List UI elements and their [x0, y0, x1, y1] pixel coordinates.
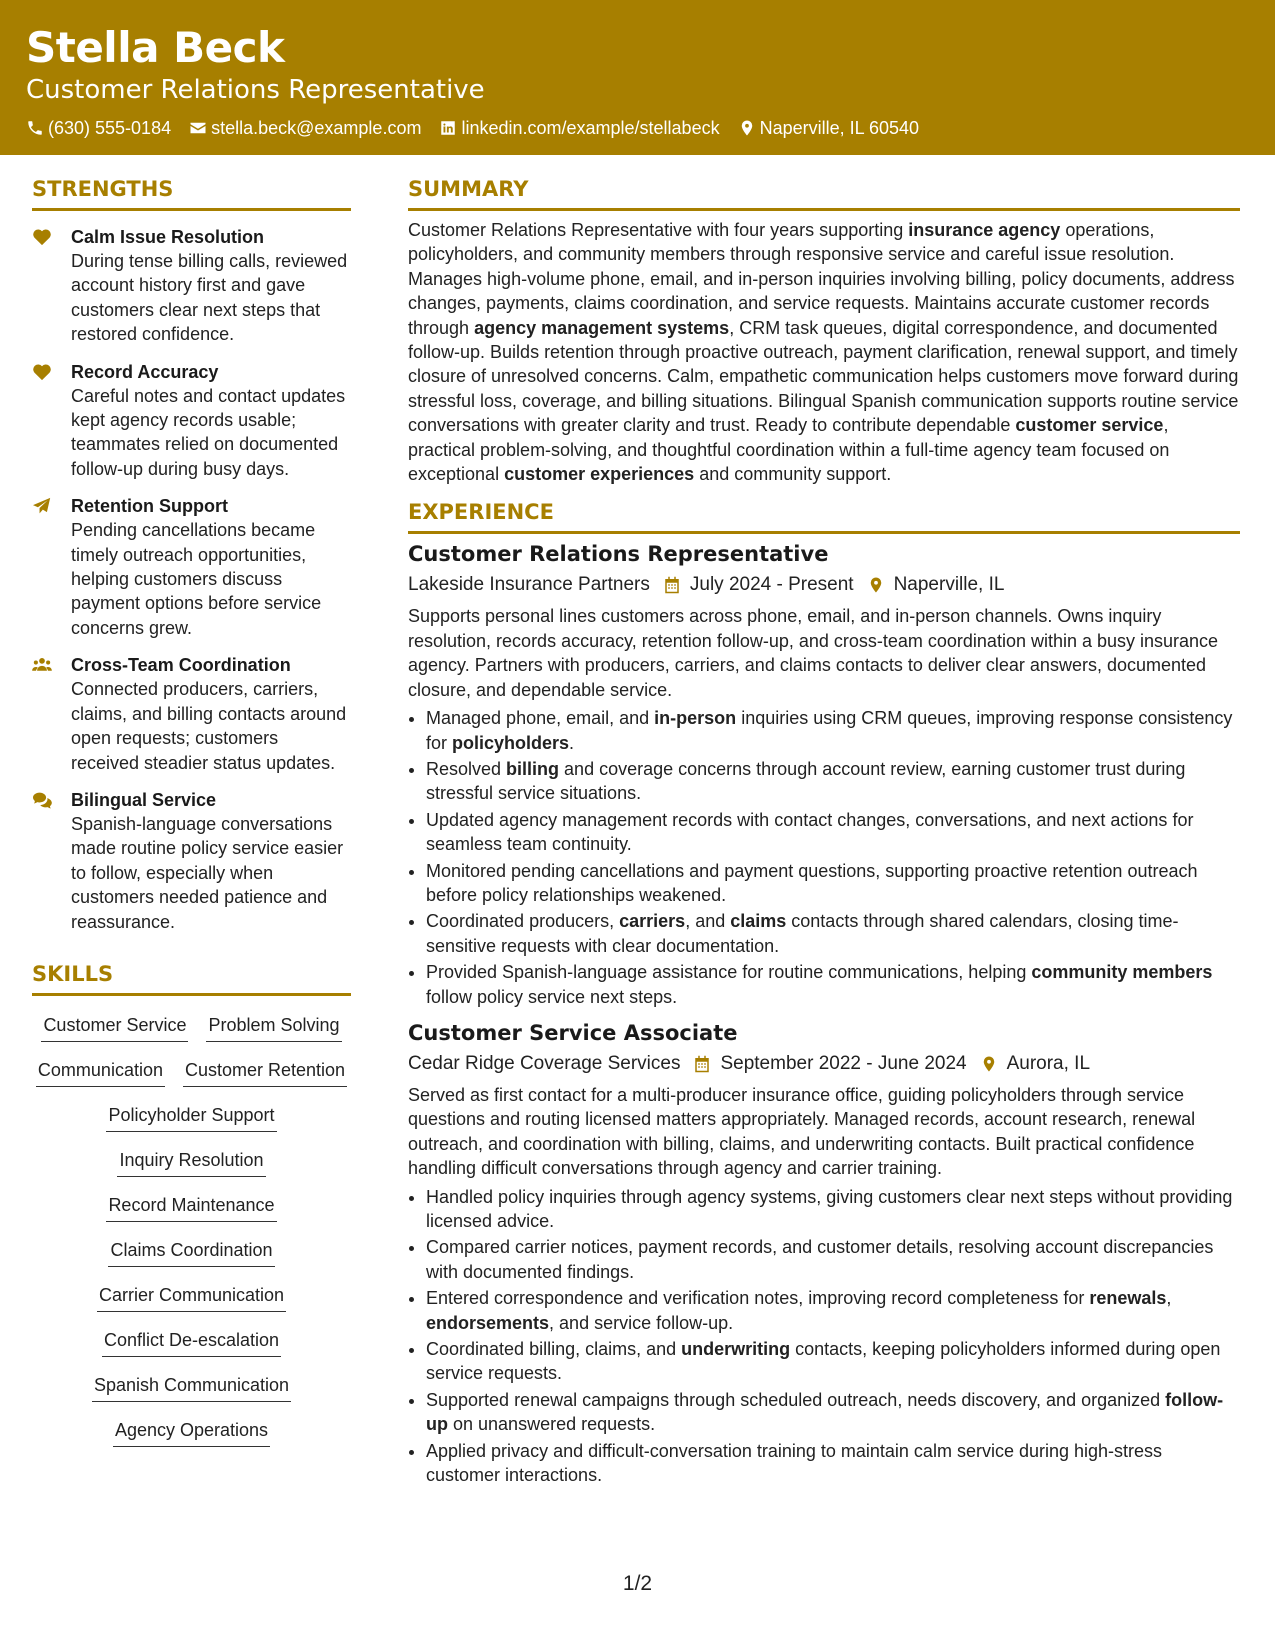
strength-description: Connected producers, carriers, claims, and billing contacts around open requests; customers received steadier status updates. [71, 679, 347, 773]
strength-description: Spanish-language conversations made routine policy service easier to follow, especially when customers needed patience and reassurance. [71, 813, 344, 932]
job-location: Aurora, IL [1006, 1052, 1091, 1074]
job-company: Cedar Ridge Coverage Services [408, 1052, 681, 1074]
skill-tag: Agency Operations [113, 1416, 270, 1447]
job-bullet [426, 1439, 1240, 1488]
bold-keyword: customer service [1015, 415, 1164, 436]
text-segment: Coordinated billing, claims, and [426, 1339, 682, 1360]
skill-tag: Customer Retention [183, 1056, 347, 1087]
bold-keyword: in-person [654, 708, 737, 729]
map-pin-icon [867, 575, 885, 595]
strength-description: Careful notes and contact updates kept agency records usable; teammates relied on documented follow-up during busy days. [71, 385, 346, 479]
bold-keyword: agency management systems [474, 317, 730, 338]
skill-tag: Communication [36, 1056, 165, 1087]
strength-item [32, 788, 351, 934]
strength-title: Cross-Team Coordination [71, 655, 291, 676]
calendar-icon [663, 575, 681, 595]
summary-paragraph [408, 218, 1240, 486]
text-segment: , CRM task queues, digital correspondence, and documented follow-up. Builds retention through proactive outreach, payment clarification, renewal support, and timely closure of unresolved concerns. Calm, empathetic communication helps customers move forward during stressful loss, coverage, and billing situations. Bilingual Spanish communication supports routine service conversations with greater clarity and trust. Ready to contribute dependable [408, 317, 1239, 436]
skill-tag: Carrier Communication [97, 1281, 286, 1312]
bold-keyword: community members [1031, 962, 1213, 983]
text-segment: Monitored pending cancellations and payment questions, supporting proactive retention outreach before policy relationships weakened. [426, 860, 1198, 905]
page-number: 1/2 [622, 1572, 653, 1595]
job-bullet [426, 808, 1240, 857]
skill-tag: Policyholder Support [106, 1101, 276, 1132]
text-segment: Handled policy inquiries through agency systems, giving customers clear next steps without providing licensed advice. [426, 1186, 1233, 1231]
text-segment: contacts through shared calendars, closing time-sensitive requests with clear documentation. [426, 911, 1179, 956]
skill-tag: Conflict De-escalation [102, 1326, 281, 1357]
job-bullets [408, 1185, 1240, 1488]
job-meta [408, 1051, 1240, 1077]
strength-item [32, 494, 351, 640]
users-icon [32, 656, 52, 674]
email-text: stella.beck@example.com [211, 118, 422, 138]
paper-plane-icon [32, 497, 52, 515]
map-pin-icon [738, 119, 756, 137]
experience-heading: EXPERIENCE [408, 498, 1240, 534]
text-segment: . [569, 732, 575, 753]
skills-heading: SKILLS [32, 960, 351, 996]
strength-title: Bilingual Service [71, 789, 217, 810]
candidate-name: Stella Beck [26, 23, 285, 72]
phone-text: (630) 555-0184 [48, 118, 172, 138]
bold-keyword: policyholders [452, 732, 570, 753]
envelope-icon [189, 119, 207, 137]
strength-description: During tense billing calls, reviewed account history first and gave customers clear next steps that restored confidence. [71, 251, 348, 345]
job-title: Customer Service Associate [408, 1020, 738, 1045]
bold-keyword: insurance agency [908, 220, 1061, 240]
job-bullet [426, 960, 1240, 1009]
left-column [32, 175, 351, 1447]
skill-tag: Spanish Communication [92, 1371, 291, 1402]
text-segment: Supported renewal campaigns through scheduled outreach, needs discovery, and organized [426, 1389, 1166, 1410]
contact-linkedin[interactable] [439, 116, 719, 140]
text-segment: Provided Spanish-language assistance for routine communications, helping [426, 962, 1032, 983]
bold-keyword: billing [506, 758, 560, 779]
skill-tag: Inquiry Resolution [117, 1146, 265, 1177]
text-segment: , practical problem-solving, and thoughtful coordination within a full-time agency team focused on exceptional [408, 415, 1170, 485]
job-bullet [426, 909, 1240, 958]
job-company: Lakeside Insurance Partners [408, 574, 650, 596]
text-segment: Resolved [426, 758, 507, 779]
strength-item [32, 653, 351, 775]
linkedin-text: linkedin.com/example/stellabeck [461, 118, 720, 138]
job-entry [408, 1019, 1240, 1488]
resume-header [0, 0, 1275, 155]
job-bullet [426, 1286, 1240, 1335]
heart-icon [32, 363, 52, 381]
job-bullets [408, 706, 1240, 1009]
text-segment: Coordinated producers, [426, 911, 620, 932]
job-title: Customer Relations Representative [408, 542, 829, 567]
text-segment: Entered correspondence and verification notes, improving record completeness for [426, 1288, 1090, 1309]
bold-keyword: renewals [1089, 1288, 1167, 1309]
text-segment: and community support. [694, 464, 892, 485]
bold-keyword: underwriting [681, 1339, 791, 1360]
job-bullet [426, 1235, 1240, 1284]
job-description: Supports personal lines customers across phone, email, and in-person channels. Owns inquiry resolution, records accuracy, retention follow-up, and cross-team coordination within a busy insurance agency. Partners with producers, carriers, and claims contacts to deliver clear answers, documented closure, and dependable service. [408, 606, 1219, 700]
text-segment: inquiries using CRM queues, improving response consistency for [426, 708, 1233, 753]
text-segment: , and service follow-up. [549, 1312, 734, 1333]
strength-item [32, 360, 351, 482]
skill-tag: Problem Solving [206, 1011, 341, 1042]
text-segment: Applied privacy and difficult-conversation training to maintain calm service during high-stress customer interactions. [426, 1440, 1163, 1486]
job-bullet [426, 706, 1240, 755]
contact-location [738, 116, 919, 140]
job-bullet [426, 859, 1240, 908]
candidate-title: Customer Relations Representative [26, 75, 485, 105]
text-segment: , and [685, 911, 731, 932]
map-pin-icon [980, 1054, 998, 1074]
phone-icon [26, 119, 44, 137]
job-bullet [426, 757, 1240, 806]
bold-keyword: claims [730, 911, 787, 932]
strength-title: Record Accuracy [71, 361, 219, 382]
job-bullet [426, 1337, 1240, 1386]
contact-email[interactable] [189, 116, 421, 140]
text-segment: Compared carrier notices, payment records, and customer details, resolving account discrepancies with documented findings. [426, 1237, 1214, 1282]
location-text: Naperville, IL 60540 [759, 118, 920, 138]
text-segment: follow policy service next steps. [426, 986, 678, 1007]
job-location: Naperville, IL [893, 574, 1005, 596]
right-column [408, 175, 1240, 1489]
strength-title: Retention Support [71, 496, 228, 517]
text-segment: and coverage concerns through account review, earning customer trust during stressful service situations. [426, 758, 1186, 804]
bold-keyword: endorsements [426, 1312, 550, 1333]
text-segment: contacts, keeping policyholders informed during open service requests. [426, 1339, 1221, 1384]
job-bullet [426, 1185, 1240, 1234]
job-entry [408, 540, 1240, 1009]
strength-title: Calm Issue Resolution [71, 227, 265, 247]
comments-icon [32, 791, 52, 809]
text-segment: Customer Relations Representative with four years supporting [408, 220, 909, 240]
job-dates: September 2022 - June 2024 [720, 1052, 967, 1074]
strengths-heading: STRENGTHS [32, 175, 351, 211]
contact-phone[interactable] [26, 116, 171, 140]
skill-tag: Customer Service [41, 1011, 188, 1042]
job-description: Served as first contact for a multi-producer insurance office, guiding policyholders through service questions and routing licensed matters appropriately. Managed records, account research, renewal outreach, and coordination with billing, claims, and underwriting contacts. Built practical confidence handling difficult conversations through agency and carrier training. [408, 1084, 1196, 1179]
text-segment: Managed phone, email, and [426, 708, 655, 729]
bold-keyword: carriers [619, 911, 686, 932]
bold-keyword: customer experiences [504, 464, 695, 485]
strength-item [32, 225, 351, 347]
skill-tag: Claims Coordination [108, 1236, 274, 1267]
bold-keyword: follow-up [426, 1389, 1224, 1435]
contact-bar [26, 116, 919, 140]
text-segment: Updated agency management records with contact changes, conversations, and next actions for seamless team continuity. [426, 809, 1194, 855]
job-bullet [426, 1388, 1240, 1437]
calendar-icon [693, 1054, 711, 1074]
job-meta [408, 572, 1240, 598]
text-segment: , [1166, 1288, 1172, 1309]
skills-list [32, 1011, 351, 1447]
strength-description: Pending cancellations became timely outreach opportunities, helping customers discuss payment options before service concerns grew. [71, 520, 322, 638]
text-segment: on unanswered requests. [448, 1414, 656, 1435]
job-dates: July 2024 - Present [689, 574, 854, 596]
text-segment: operations, policyholders, and community members through responsive service and careful issue resolution. Manages high-volume phone, email, and in-person inquiries involving billing, policy documents, address changes, payments, claims coordination, and service requests. Maintains accurate customer records through [408, 220, 1235, 338]
linkedin-icon [439, 119, 457, 137]
skill-tag: Record Maintenance [106, 1191, 276, 1222]
heart-icon [32, 228, 52, 246]
summary-heading: SUMMARY [408, 175, 1240, 211]
